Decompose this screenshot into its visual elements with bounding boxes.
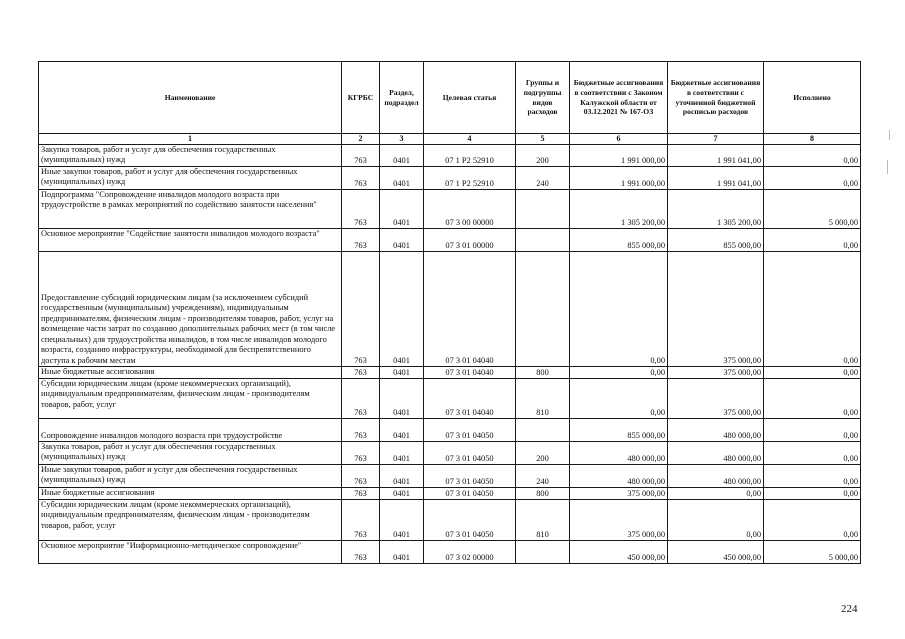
scan-artifact (889, 130, 890, 140)
row-section: 0401 (380, 465, 424, 488)
row-kgrbs: 763 (342, 465, 380, 488)
row-law-allocation: 0,00 (570, 367, 668, 379)
row-name: Субсидии юридическим лицам (кроме некоммерческих организаций), индивидуальным предпринимателям, физическим лицам - производителям товаров, работ, услуг (39, 379, 342, 419)
header-name: Наименование (39, 62, 342, 134)
row-target-article: 07 3 02 00000 (424, 541, 516, 564)
row-section: 0401 (380, 145, 424, 167)
row-law-allocation: 450 000,00 (570, 541, 668, 564)
row-executed: 0,00 (764, 167, 861, 190)
row-expense-group: 800 (516, 367, 570, 379)
row-section: 0401 (380, 379, 424, 419)
row-executed: 0,00 (764, 367, 861, 379)
row-target-article: 07 3 01 04050 (424, 488, 516, 500)
table-row (39, 367, 861, 379)
row-target-article: 07 3 01 04050 (424, 442, 516, 465)
row-target-article: 07 3 01 04050 (424, 500, 516, 541)
row-target-article: 07 3 00 00000 (424, 190, 516, 229)
row-expense-group: 200 (516, 442, 570, 465)
row-kgrbs: 763 (342, 442, 380, 465)
row-refined-allocation: 375 000,00 (668, 252, 764, 367)
row-name: Основное мероприятие "Информационно-методическое сопровождение" (39, 541, 342, 564)
column-number: 7 (668, 134, 764, 145)
row-refined-allocation: 480 000,00 (668, 419, 764, 442)
row-target-article: 07 1 P2 52910 (424, 145, 516, 167)
row-name: Иные бюджетные ассигнования (39, 488, 342, 500)
row-name: Основное мероприятие "Содействие занятости инвалидов молодого возраста" (39, 229, 342, 252)
row-name: Предоставление субсидий юридическим лицам (за исключением субсидий государственным (муниципальным) учреждениям), индивидуальным предпринимателям, физическим лицам - производителям товаров, работ, услуг на возмещение части затрат по созданию дополнительных рабочих мест (в том числе специальных) для трудоустройства инвалидов, в том числе инвалидов молодого возраста, созданию инфраструктуры, необходимой для беспрепятственного доступа к рабочим местам (39, 252, 342, 367)
row-law-allocation: 375 000,00 (570, 488, 668, 500)
header-section: Раздел, подраздел (380, 62, 424, 134)
row-name: Подпрограмма "Сопровождение инвалидов молодого возраста при трудоустройстве в рамках мероприятий по содействию занятости населения" (39, 190, 342, 229)
row-target-article: 07 3 01 04050 (424, 419, 516, 442)
row-expense-group: 240 (516, 465, 570, 488)
row-expense-group (516, 190, 570, 229)
row-law-allocation: 1 991 000,00 (570, 167, 668, 190)
row-kgrbs: 763 (342, 145, 380, 167)
row-name: Закупка товаров, работ и услуг для обеспечения государственных (муниципальных) нужд (39, 145, 342, 167)
table-row (39, 500, 861, 541)
row-target-article: 07 3 01 04040 (424, 367, 516, 379)
row-expense-group: 800 (516, 488, 570, 500)
header-refined-allocations: Бюджетные ассигнования в соответствии с уточненной бюджетной росписью расходов (668, 62, 764, 134)
row-section: 0401 (380, 500, 424, 541)
table-row (39, 252, 861, 367)
row-kgrbs: 763 (342, 190, 380, 229)
header-expense-group: Группы и подгруппы видов расходов (516, 62, 570, 134)
row-target-article: 07 3 01 04050 (424, 465, 516, 488)
row-name: Субсидии юридическим лицам (кроме некоммерческих организаций), индивидуальным предпринимателям, физическим лицам - производителям товаров, работ, услуг (39, 500, 342, 541)
row-target-article: 07 3 01 04040 (424, 252, 516, 367)
row-refined-allocation: 480 000,00 (668, 465, 764, 488)
row-law-allocation: 855 000,00 (570, 229, 668, 252)
header-executed: Исполнено (764, 62, 861, 134)
row-kgrbs: 763 (342, 541, 380, 564)
row-name: Иные закупки товаров, работ и услуг для обеспечения государственных (муниципальных) нужд (39, 465, 342, 488)
table-row (39, 488, 861, 500)
row-kgrbs: 763 (342, 229, 380, 252)
row-name: Сопровождение инвалидов молодого возраста при трудоустройстве (39, 419, 342, 442)
row-section: 0401 (380, 167, 424, 190)
table-row (39, 229, 861, 252)
row-section: 0401 (380, 367, 424, 379)
row-refined-allocation: 450 000,00 (668, 541, 764, 564)
row-executed: 0,00 (764, 252, 861, 367)
column-number: 5 (516, 134, 570, 145)
row-section: 0401 (380, 229, 424, 252)
table-row (39, 465, 861, 488)
header-kgrbs: КГРБС (342, 62, 380, 134)
row-target-article: 07 1 P2 52910 (424, 167, 516, 190)
table-row (39, 145, 861, 167)
row-refined-allocation: 855 000,00 (668, 229, 764, 252)
row-kgrbs: 763 (342, 488, 380, 500)
row-executed: 5 000,00 (764, 541, 861, 564)
row-refined-allocation: 375 000,00 (668, 379, 764, 419)
row-section: 0401 (380, 190, 424, 229)
row-name: Иные бюджетные ассигнования (39, 367, 342, 379)
row-section: 0401 (380, 252, 424, 367)
row-kgrbs: 763 (342, 500, 380, 541)
row-executed: 0,00 (764, 442, 861, 465)
row-section: 0401 (380, 442, 424, 465)
table-row (39, 541, 861, 564)
row-refined-allocation: 1 305 200,00 (668, 190, 764, 229)
row-kgrbs: 763 (342, 367, 380, 379)
row-name: Иные закупки товаров, работ и услуг для обеспечения государственных (муниципальных) нужд (39, 167, 342, 190)
row-section: 0401 (380, 488, 424, 500)
row-executed: 0,00 (764, 419, 861, 442)
row-executed: 0,00 (764, 145, 861, 167)
row-executed: 0,00 (764, 500, 861, 541)
row-target-article: 07 3 01 00000 (424, 229, 516, 252)
row-kgrbs: 763 (342, 252, 380, 367)
row-expense-group: 810 (516, 379, 570, 419)
table-header-row (39, 62, 861, 134)
row-refined-allocation: 480 000,00 (668, 442, 764, 465)
row-target-article: 07 3 01 04040 (424, 379, 516, 419)
column-number: 3 (380, 134, 424, 145)
row-executed: 0,00 (764, 465, 861, 488)
column-number: 8 (764, 134, 861, 145)
row-executed: 5 000,00 (764, 190, 861, 229)
row-law-allocation: 855 000,00 (570, 419, 668, 442)
header-law-allocations: Бюджетные ассигнования в соответствии с Законом Калужской области от 03.12.2021 № 167-ОЗ (570, 62, 668, 134)
row-name: Закупка товаров, работ и услуг для обеспечения государственных (муниципальных) нужд (39, 442, 342, 465)
row-expense-group (516, 252, 570, 367)
row-section: 0401 (380, 419, 424, 442)
row-refined-allocation: 1 991 041,00 (668, 167, 764, 190)
row-refined-allocation: 0,00 (668, 488, 764, 500)
column-number: 6 (570, 134, 668, 145)
row-expense-group: 810 (516, 500, 570, 541)
row-law-allocation: 480 000,00 (570, 442, 668, 465)
row-law-allocation: 1 991 000,00 (570, 145, 668, 167)
row-executed: 0,00 (764, 379, 861, 419)
row-refined-allocation: 0,00 (668, 500, 764, 541)
table-row (39, 190, 861, 229)
row-law-allocation: 480 000,00 (570, 465, 668, 488)
page-number: 224 (841, 603, 858, 615)
row-executed: 0,00 (764, 229, 861, 252)
row-law-allocation: 375 000,00 (570, 500, 668, 541)
column-number: 1 (39, 134, 342, 145)
header-target-article: Целевая статья (424, 62, 516, 134)
row-expense-group: 240 (516, 167, 570, 190)
row-expense-group (516, 541, 570, 564)
row-section: 0401 (380, 541, 424, 564)
row-refined-allocation: 375 000,00 (668, 367, 764, 379)
row-law-allocation: 0,00 (570, 252, 668, 367)
table-row (39, 379, 861, 419)
row-expense-group (516, 229, 570, 252)
column-number: 2 (342, 134, 380, 145)
row-refined-allocation: 1 991 041,00 (668, 145, 764, 167)
row-expense-group (516, 419, 570, 442)
row-kgrbs: 763 (342, 419, 380, 442)
row-kgrbs: 763 (342, 379, 380, 419)
column-number-row (39, 134, 861, 145)
row-executed: 0,00 (764, 488, 861, 500)
row-law-allocation: 0,00 (570, 379, 668, 419)
row-expense-group: 200 (516, 145, 570, 167)
row-kgrbs: 763 (342, 167, 380, 190)
budget-table (38, 61, 861, 564)
scan-artifact (887, 160, 888, 174)
row-law-allocation: 1 305 200,00 (570, 190, 668, 229)
table-row (39, 442, 861, 465)
table-row (39, 419, 861, 442)
table-row (39, 167, 861, 190)
column-number: 4 (424, 134, 516, 145)
